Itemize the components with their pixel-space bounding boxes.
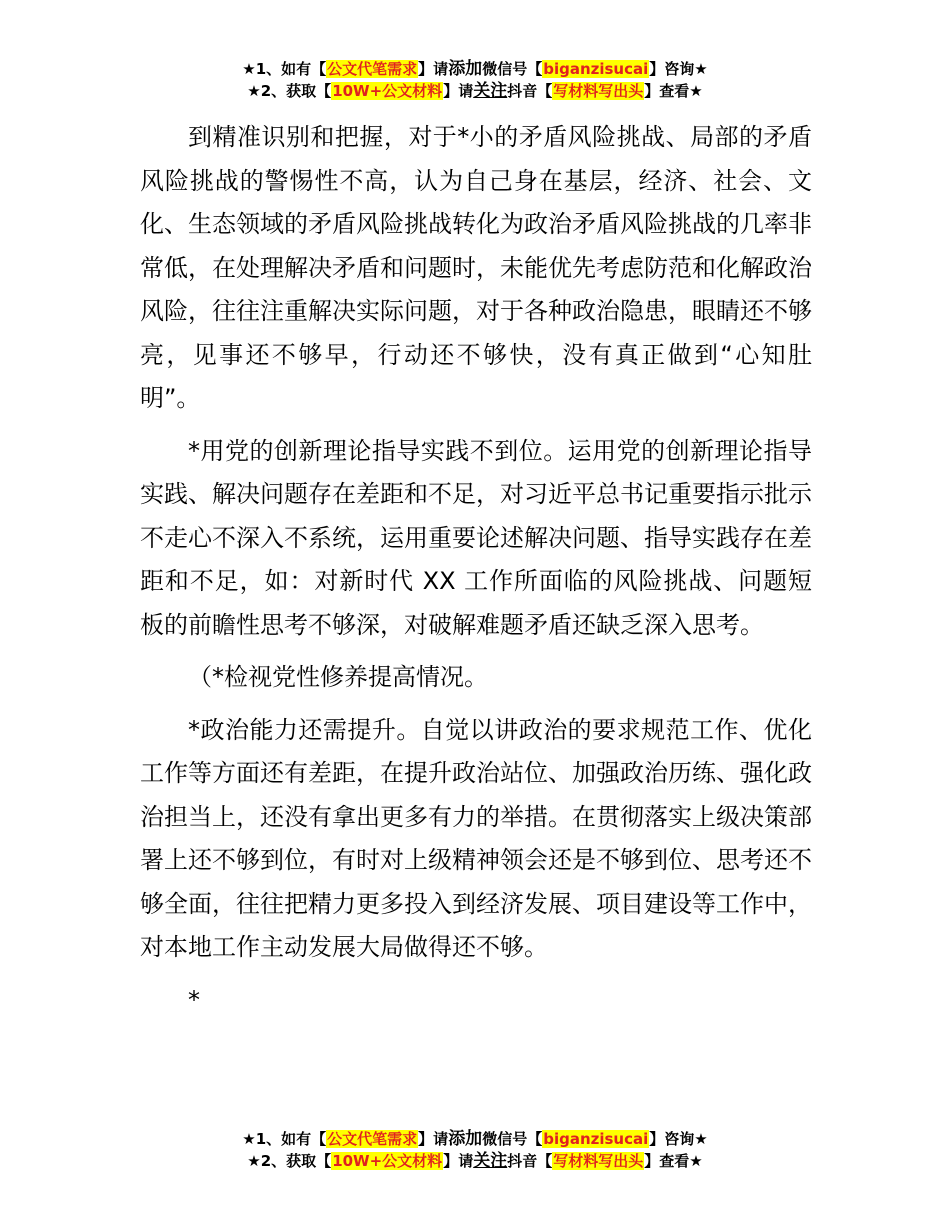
footer-line-1-emphasis: 添加	[448, 1129, 483, 1149]
footer-line-2-mid: 】请	[443, 1152, 474, 1170]
footer-line-1-highlight-wechat: biganzisucai	[543, 1130, 649, 1148]
footer-banner	[0, 1128, 950, 1172]
footer-line-2	[0, 1150, 950, 1172]
paragraph-trailing-marker: *	[188, 985, 200, 1014]
header-line-2-mid2: 抖音【	[507, 82, 553, 100]
footer-line-1-highlight-service: 公文代笔需求	[327, 1130, 418, 1148]
footer-line-2-emphasis: 关注	[473, 1151, 508, 1171]
header-line-2-mid: 】请	[443, 82, 474, 100]
header-line-1	[0, 58, 950, 80]
paragraph-theory-guidance: *用党的创新理论指导实践不到位。运用党的创新理论指导实践、解决问题存在差距和不足，对习近平总书记重要指示批示不走心不深入不系统，运用重要论述解决问题、指导实践存在差距和不足，如：对新时代 XX 工作所面临的风险挑战、问题短板的前瞻性思考不够深，对破解难题矛盾还缺乏深入思考。	[140, 436, 812, 639]
document-body	[140, 116, 812, 1031]
header-line-1-emphasis: 添加	[448, 59, 483, 79]
paragraph-political-ability: *政治能力还需提升。自觉以讲政治的要求规范工作、优化工作等方面还有差距，在提升政治站位、加强政治历练、强化政治担当上，还没有拿出更多有力的举措。在贯彻落实上级决策部署上还不够到位，有时对上级精神领会还是不够到位、思考还不够全面，往往把精力更多投入到经济发展、项目建设等工作中，对本地工作主动发展大局做得还不够。	[140, 715, 812, 961]
header-line-2-emphasis: 关注	[473, 81, 508, 101]
footer-line-2-highlight-douyin: 写材料写出头	[553, 1152, 644, 1170]
footer-line-2-prefix: ★2、获取【	[247, 1152, 332, 1170]
header-line-2-suffix: 】查看★	[644, 82, 703, 100]
header-line-1-highlight-wechat: biganzisucai	[543, 60, 649, 78]
header-line-2	[0, 80, 950, 102]
header-line-1-suffix: 】咨询★	[649, 60, 708, 78]
footer-line-2-mid2: 抖音【	[507, 1152, 553, 1170]
footer-line-1-mid: 】请	[418, 1130, 449, 1148]
section-heading-party-spirit: （*检视党性修养提高情况。	[188, 663, 488, 691]
header-line-1-highlight-service: 公文代笔需求	[327, 60, 418, 78]
header-line-1-mid: 】请	[418, 60, 449, 78]
footer-line-1	[0, 1128, 950, 1150]
footer-line-1-prefix: ★1、如有【	[242, 1130, 327, 1148]
header-line-2-prefix: ★2、获取【	[247, 82, 332, 100]
footer-line-2-suffix: 】查看★	[644, 1152, 703, 1170]
header-line-1-mid2: 微信号【	[482, 60, 543, 78]
header-line-1-prefix: ★1、如有【	[242, 60, 327, 78]
header-line-2-highlight-douyin: 写材料写出头	[553, 82, 644, 100]
footer-line-1-suffix: 】咨询★	[649, 1130, 708, 1148]
header-line-2-highlight-materials: 10W+公文材料	[332, 82, 443, 100]
paragraph-continuation: 到精准识别和把握，对于*小的矛盾风险挑战、局部的矛盾风险挑战的警惕性不高，认为自己身在基层，经济、社会、文化、生态领域的矛盾风险挑战转化为政治矛盾风险挑战的几率非常低，在处理解决矛盾和问题时，未能优先考虑防范和化解政治风险，往往注重解决实际问题，对于各种政治隐患，眼睛还不够亮，见事还不够早，行动还不够快，没有真正做到“心知肚明”。	[140, 123, 812, 412]
footer-line-2-highlight-materials: 10W+公文材料	[332, 1152, 443, 1170]
footer-line-1-mid2: 微信号【	[482, 1130, 543, 1148]
header-banner	[0, 58, 950, 102]
